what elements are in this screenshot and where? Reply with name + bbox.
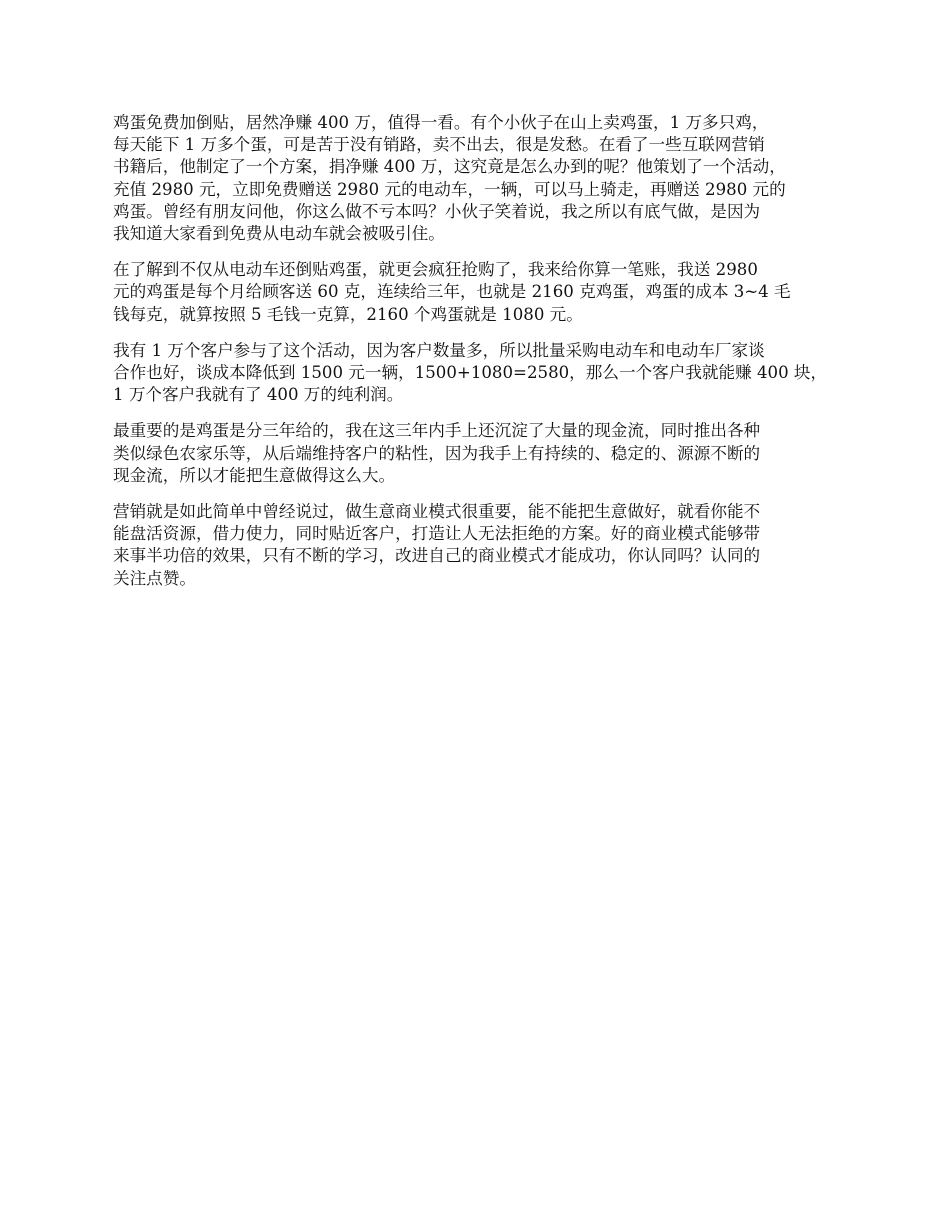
paragraph-1: 鸡蛋免费加倒贴，居然净赚 400 万，值得一看。有个小伙子在山上卖鸡蛋，1 万多只鸡， 每天能下 1 万多个蛋，可是苦于没有销路，卖不出去，很是发愁。在看了一些互联网营销 书籍后，他制定了一个方案，捐净赚 400 万，这究竟是怎么办到的呢？他策划了一个活动， 充值 2980 元，立即免费赠送 2980 元的电动车，一辆，可以马上骑走，再赠送 2980 元的 鸡蛋。曾经有朋友问他，你这么做不亏本吗？小伙子笑着说，我之所以有底气做，是因为 我知道大家看到免费从电动车就会被吸引住。 xyxy=(113,113,786,244)
paragraph-5: 营销就是如此简单中曾经说过，做生意商业模式很重要，能不能把生意做好，就看你能不 能盘活资源，借力使力，同时贴近客户，打造让人无法拒绝的方案。好的商业模式能够带 来事半功倍的效果，只有不断的学习，改进自己的商业模式才能成功，你认同吗？认同的 关注点赞。 xyxy=(113,502,761,588)
paragraph-2: 在了解到不仅从电动车还倒贴鸡蛋，就更会疯狂抢购了，我来给你算一笔账，我送 2980 元的鸡蛋是每个月给顾客送 60 克，连续给三年，也就是 2160 克鸡蛋，鸡蛋的成本 3~4 毛 钱每克，就算按照 5 毛钱一克算，2160 个鸡蛋就是 1080 元。 xyxy=(113,260,791,324)
paragraph-4: 最重要的是鸡蛋是分三年给的，我在这三年内手上还沉淀了大量的现金流，同时推出各种 类似绿色农家乐等，从后端维持客户的粘性，因为我手上有持续的、稳定的、源源不断的 现金流，所以才能把生意做得这么大。 xyxy=(113,421,761,485)
paragraph-3: 我有 1 万个客户参与了这个活动，因为客户数量多，所以批量采购电动车和电动车厂家谈 合作也好，谈成本降低到 1500 元一辆，1500+1080=2580，那么一个客户我就能赚 400 块， 1 万个客户我就有了 400 万的纯利润。 xyxy=(113,340,828,405)
document-body xyxy=(113,112,847,604)
